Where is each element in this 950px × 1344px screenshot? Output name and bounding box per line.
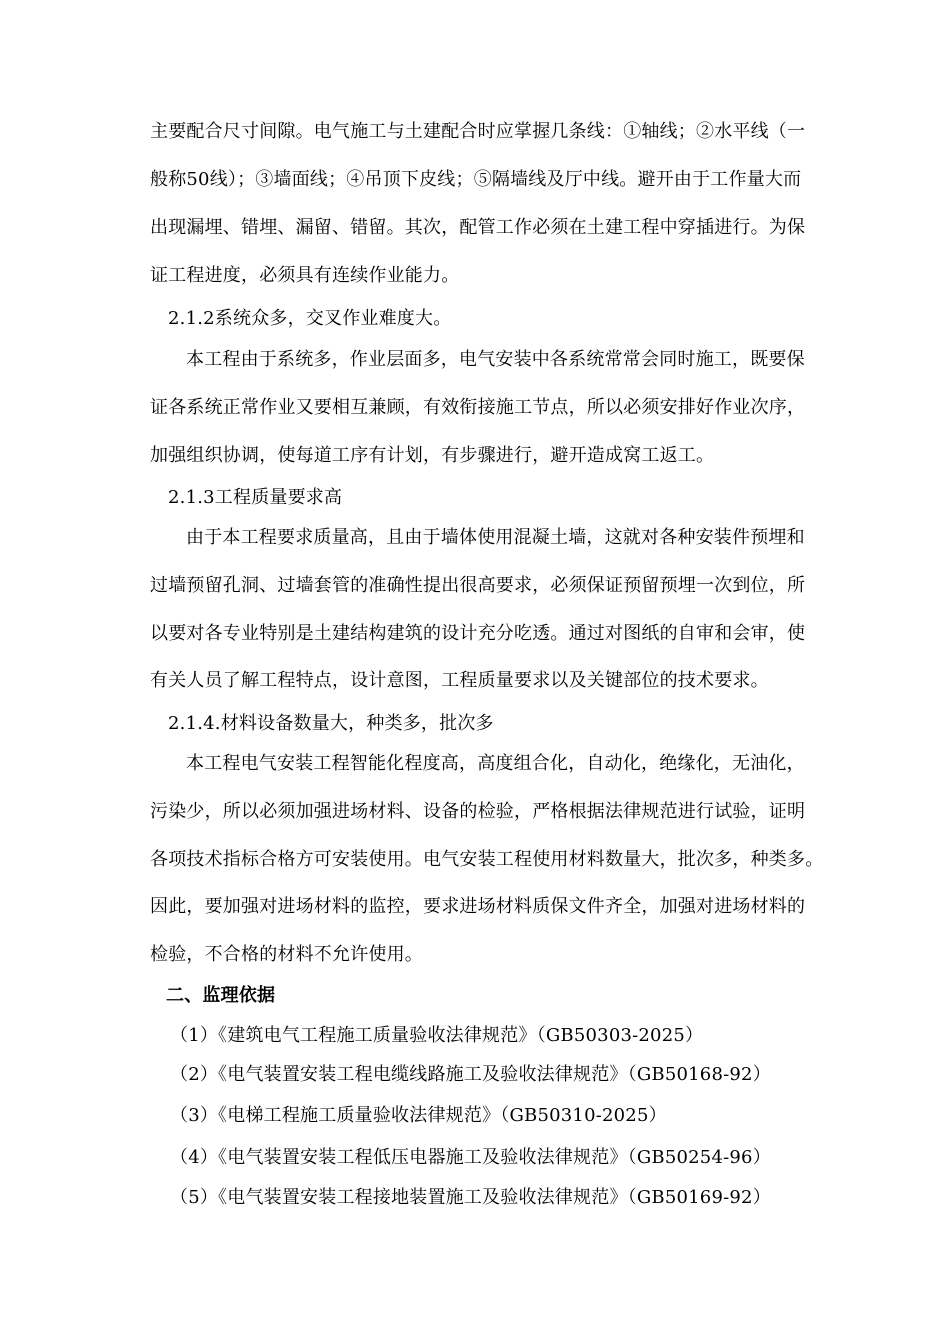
paragraph-line: 证各系统正常作业又要相互兼顾，有效衔接施工节点，所以必须安排好作业次序， [150,397,806,418]
paragraph-line: 主要配合尺寸间隙。电气施工与土建配合时应掌握几条线：①轴线；②水平线（一 [150,121,806,142]
paragraph-line: 般称50线）；③墙面线；④吊顶下皮线；⑤隔墙线及厅中线。避开由于工作量大而 [150,169,802,190]
section-heading-supervision-basis: 二、监理依据 [166,985,276,1006]
reference-item: （2）《电气装置安装工程电缆线路施工及验收法律规范》（GB50168-92） [170,1064,771,1085]
paragraph-line: 污染少，所以必须加强进场材料、设备的检验，严格根据法律规范进行试验，证明 [150,801,806,822]
paragraph-line: 有关人员了解工程特点，设计意图，工程质量要求以及关键部位的技术要求。 [150,670,769,691]
reference-item: （5）《电气装置安装工程接地装置施工及验收法律规范》（GB50169-92） [170,1187,771,1208]
reference-item: （4）《电气装置安装工程低压电器施工及验收法律规范》（GB50254-96） [170,1147,771,1168]
section-heading-2-1-3: 2.1.3工程质量要求高 [168,487,343,508]
reference-item: （1）《建筑电气工程施工质量验收法律规范》（GB50303-2025） [170,1025,704,1046]
paragraph-line: 过墙预留孔洞、过墙套管的准确性提出很高要求，必须保证预留预埋一次到位，所 [150,575,806,596]
paragraph-line: 因此，要加强对进场材料的监控，要求进场材料质保文件齐全，加强对进场材料的 [150,896,806,917]
paragraph-line: 本工程由于系统多，作业层面多，电气安装中各系统常常会同时施工，既要保 [186,349,805,370]
paragraph-line: 以要对各专业特别是土建结构建筑的设计充分吃透。通过对图纸的自审和会审，使 [150,623,806,644]
section-heading-2-1-2: 2.1.2系统众多，交叉作业难度大。 [168,308,452,329]
paragraph-line: 由于本工程要求质量高，且由于墙体使用混凝土墙，这就对各种安装件预埋和 [186,527,805,548]
reference-item: （3）《电梯工程施工质量验收法律规范》（GB50310-2025） [170,1105,667,1126]
paragraph-line: 出现漏埋、错埋、漏留、错留。其次，配管工作必须在土建工程中穿插进行。为保 [150,217,806,238]
paragraph-line: 检验，不合格的材料不允许使用。 [150,944,423,965]
section-heading-2-1-4: 2.1.4.材料设备数量大，种类多，批次多 [168,713,494,734]
paragraph-line: 本工程电气安装工程智能化程度高，高度组合化，自动化，绝缘化，无油化， [186,753,805,774]
paragraph-line: 加强组织协调，使每道工序有计划，有步骤进行，避开造成窝工返工。 [150,445,715,466]
paragraph-line: 证工程进度，必须具有连续作业能力。 [150,265,460,286]
paragraph-line: 各项技术指标合格方可安装使用。电气安装工程使用材料数量大，批次多，种类多。 [150,849,824,870]
